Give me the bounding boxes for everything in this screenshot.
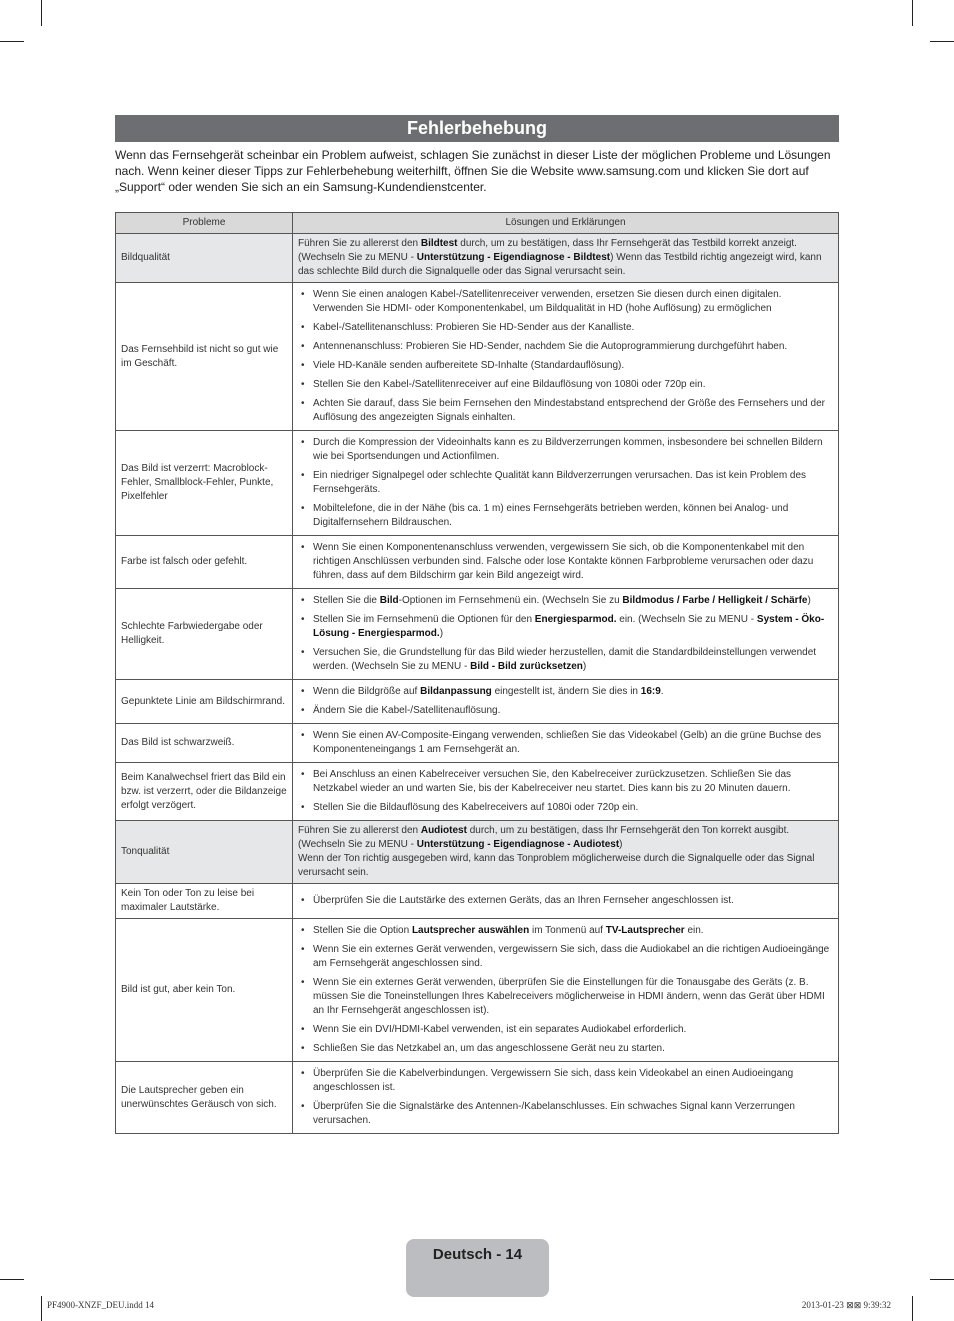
problem-cell: Tonqualität bbox=[116, 821, 293, 884]
table-row bbox=[116, 234, 839, 283]
list-item: • Ändern Sie die Kabel-/Satellitenauflösung. bbox=[298, 704, 833, 718]
list-item: • Überprüfen Sie die Lautstärke des externen Geräts, das an Ihren Fernseher angeschlossen ist. bbox=[298, 894, 833, 908]
problem-cell: Das Bild ist verzerrt: Macroblock-Fehler, Smallblock-Fehler, Punkte, Pixelfehler bbox=[116, 431, 293, 536]
list-item: • Mobiltelefone, die in der Nähe (bis ca. 1 m) eines Fernsehgeräts betrieben werden, können bei Analog- und Digitalfernsehern Bildrauschen. bbox=[298, 502, 833, 530]
list-item: • Wenn Sie einen analogen Kabel-/Satellitenreceiver verwenden, ersetzen Sie diesen durch einen digitalen. Verwenden Sie HDMI- oder Komponentenkabel, um Bildqualität in HD (hohe Auflösung) zu ermöglichen bbox=[298, 288, 833, 316]
page-title: Fehlerbehebung bbox=[115, 115, 839, 142]
solution-cell bbox=[293, 589, 839, 680]
table-row bbox=[116, 821, 839, 884]
list-item: • Wenn Sie ein externes Gerät verwenden, überprüfen Sie die Einstellungen für die Tonausgabe des Geräts (z. B. müssen Sie die Toneinstellungen Ihres Kabelreceivers möglicherweise in HDMI ändern, wenn das Gerät über HDMI an Ihr Fernsehgerät angeschlossen ist). bbox=[298, 976, 833, 1018]
column-header-solutions: Lösungen und Erklärungen bbox=[293, 213, 839, 234]
list-item: • Versuchen Sie, die Grundstellung für das Bild wieder herzustellen, damit die Standardbildeinstellungen verwendet werden. (Wechseln Sie zu MENU - Bild - Bild zurücksetzen) bbox=[298, 646, 833, 674]
problem-cell: Beim Kanalwechsel friert das Bild ein bzw. ist verzerrt, oder die Bildanzeige erfolgt verzögert. bbox=[116, 763, 293, 821]
solution-list bbox=[298, 768, 833, 815]
list-item: • Überprüfen Sie die Kabelverbindungen. Vergewissern Sie sich, dass kein Videokabel an einen Audioeingang angeschlossen ist. bbox=[298, 1067, 833, 1095]
problem-cell: Farbe ist falsch oder gefehlt. bbox=[116, 536, 293, 589]
table-row bbox=[116, 589, 839, 680]
page-number-tab bbox=[406, 1239, 549, 1297]
solution-cell bbox=[293, 821, 839, 884]
list-item: • Kabel-/Satellitenanschluss: Probieren Sie HD-Sender aus der Kanalliste. bbox=[298, 321, 833, 335]
list-item: • Wenn Sie einen AV-Composite-Eingang verwenden, schließen Sie das Videokabel (Gelb) an die grüne Buchse des Komponenteneingangs 1 am Fernsehgerät an. bbox=[298, 729, 833, 757]
table-row bbox=[116, 724, 839, 763]
problem-cell: Bild ist gut, aber kein Ton. bbox=[116, 919, 293, 1062]
table-row bbox=[116, 919, 839, 1062]
column-header-problems: Probleme bbox=[116, 213, 293, 234]
list-item: • Wenn Sie ein DVI/HDMI-Kabel verwenden, ist ein separates Audiokabel erforderlich. bbox=[298, 1023, 833, 1037]
crop-mark bbox=[0, 41, 24, 42]
solution-list bbox=[298, 1067, 833, 1128]
list-item: • Stellen Sie den Kabel-/Satellitenreceiver auf eine Bildauflösung von 1080i oder 720p ein. bbox=[298, 378, 833, 392]
list-item: • Wenn die Bildgröße auf Bildanpassung eingestellt ist, ändern Sie dies in 16:9. bbox=[298, 685, 833, 699]
crop-mark bbox=[930, 41, 954, 42]
solution-list bbox=[298, 685, 833, 718]
solution-list bbox=[298, 288, 833, 425]
table-row bbox=[116, 1062, 839, 1134]
solution-text: Wenn der Ton richtig ausgegeben wird, kann das Tonproblem möglicherweise durch die Signalquelle oder das Signal verursacht sein. bbox=[298, 853, 815, 878]
solution-cell bbox=[293, 763, 839, 821]
solution-list bbox=[298, 729, 833, 757]
table-body bbox=[116, 234, 839, 1134]
intro-text: Wenn das Fernsehgerät scheinbar ein Problem aufweist, schlagen Sie zunächst in dieser Liste der möglichen Probleme und Lösungen nach. Wenn keiner dieser Tipps zur Fehlerbehebung weiterhilft, öffnen Sie die Website www.samsung.com und klicken Sie dort auf „Support“ oder wenden Sie sich an ein Samsung-Kundendienstcenter. bbox=[115, 148, 831, 194]
table-row bbox=[116, 283, 839, 431]
problem-cell: Schlechte Farbwiedergabe oder Helligkeit. bbox=[116, 589, 293, 680]
crop-mark bbox=[912, 0, 913, 26]
solution-cell bbox=[293, 680, 839, 724]
table-row bbox=[116, 536, 839, 589]
solution-cell bbox=[293, 1062, 839, 1134]
solution-list bbox=[298, 436, 833, 530]
list-item: • Überprüfen Sie die Signalstärke des Antennen-/Kabelanschlusses. Ein schwaches Signal kann Verzerrungen verursachen. bbox=[298, 1100, 833, 1128]
solution-text: Führen Sie zu allererst den Audiotest durch, um zu bestätigen, dass Ihr Fernsehgerät den Ton korrekt ausgibt. (Wechseln Sie zu MENU - Unterstützung - Eigendiagnose - Audiotest) bbox=[298, 825, 790, 850]
problem-cell: Die Lautsprecher geben ein unerwünschtes Geräusch von sich. bbox=[116, 1062, 293, 1134]
list-item: • Antennenanschluss: Probieren Sie HD-Sender, nachdem Sie die Autoprogrammierung durchgeführt haben. bbox=[298, 340, 833, 354]
crop-mark bbox=[41, 1296, 42, 1321]
list-item: • Wenn Sie ein externes Gerät verwenden, vergewissern Sie sich, dass die Audiokabel an die richtigen Audioeingänge am Fernsehgerät angeschlossen sind. bbox=[298, 943, 833, 971]
solution-cell bbox=[293, 884, 839, 919]
page-number: Deutsch - 14 bbox=[432, 1246, 523, 1263]
table-row bbox=[116, 884, 839, 919]
crop-mark bbox=[0, 1279, 24, 1280]
footer-file-info: PF4900-XNZF_DEU.indd 14 bbox=[47, 1300, 155, 1310]
table-row bbox=[116, 763, 839, 821]
problem-cell: Das Bild ist schwarzweiß. bbox=[116, 724, 293, 763]
crop-mark bbox=[930, 1279, 954, 1280]
list-item: • Viele HD-Kanäle senden aufbereitete SD-Inhalte (Standardauflösung). bbox=[298, 359, 833, 373]
table-row bbox=[116, 680, 839, 724]
list-item: • Ein niedriger Signalpegel oder schlechte Qualität kann Bildverzerrungen verursachen. Das ist kein Problem des Fernsehgeräts. bbox=[298, 469, 833, 497]
footer-timestamp: 2013-01-23 ⊠⊠ 9:39:32 bbox=[801, 1300, 891, 1310]
solution-cell bbox=[293, 536, 839, 589]
solution-list bbox=[298, 924, 833, 1056]
table-row bbox=[116, 431, 839, 536]
solution-cell bbox=[293, 234, 839, 283]
list-item: • Stellen Sie die Bild-Optionen im Fernsehmenü ein. (Wechseln Sie zu Bildmodus / Farbe / Helligkeit / Schärfe) bbox=[298, 594, 833, 608]
list-item: • Stellen Sie die Bildauflösung des Kabelreceivers auf 1080i oder 720p ein. bbox=[298, 801, 833, 815]
table-header-row bbox=[116, 213, 839, 234]
list-item: • Durch die Kompression der Videoinhalts kann es zu Bildverzerrungen kommen, insbesondere bei schnellen Bildern wie bei Sportsendungen und Actionfilmen. bbox=[298, 436, 833, 464]
list-item: • Schließen Sie das Netzkabel an, um das angeschlossene Gerät neu zu starten. bbox=[298, 1042, 833, 1056]
problem-cell: Gepunktete Linie am Bildschirmrand. bbox=[116, 680, 293, 724]
crop-mark bbox=[912, 1296, 913, 1321]
solution-cell bbox=[293, 724, 839, 763]
list-item: • Bei Anschluss an einen Kabelreceiver versuchen Sie, den Kabelreceiver zurückzusetzen. Schließen Sie das Netzkabel wieder an und warten Sie, bis der Kabelreceiver neu startet. Dies kann bis zu 20 Minuten dauern. bbox=[298, 768, 833, 796]
solution-list bbox=[298, 594, 833, 674]
crop-mark bbox=[41, 0, 42, 26]
list-item: • Stellen Sie im Fernsehmenü die Optionen für den Energiesparmod. ein. (Wechseln Sie zu MENU - System - Öko-Lösung - Energiesparmod.) bbox=[298, 613, 833, 641]
solution-list bbox=[298, 541, 833, 583]
troubleshooting-table bbox=[115, 212, 839, 1134]
solution-cell bbox=[293, 919, 839, 1062]
list-item: • Achten Sie darauf, dass Sie beim Fernsehen den Mindestabstand entsprechend der Größe des Fernsehers und der Auflösung des angezeigten Signals einhalten. bbox=[298, 397, 833, 425]
problem-cell: Bildqualität bbox=[116, 234, 293, 283]
list-item: • Wenn Sie einen Komponentenanschluss verwenden, vergewissern Sie sich, ob die Komponentenkabel mit den richtigen Anschlüssen verbunden sind. Falsche oder lose Kontakte können Farbprobleme verursachen oder dazu führen, dass auf dem Bildschirm gar kein Bild angezeigt wird. bbox=[298, 541, 833, 583]
solution-cell bbox=[293, 431, 839, 536]
solution-text: Führen Sie zu allererst den Bildtest durch, um zu bestätigen, dass Ihr Fernsehgerät das Testbild korrekt anzeigt. (Wechseln Sie zu MENU - Unterstützung - Eigendiagnose - Bildtest) Wenn das Testbild richtig angezeigt wird, kann das schlechte Bild durch die Signalquelle oder das Signal verursacht sein. bbox=[298, 238, 822, 277]
problem-cell: Das Fernsehbild ist nicht so gut wie im Geschäft. bbox=[116, 283, 293, 431]
solution-list bbox=[298, 894, 833, 908]
list-item: • Stellen Sie die Option Lautsprecher auswählen im Tonmenü auf TV-Lautsprecher ein. bbox=[298, 924, 833, 938]
problem-cell: Kein Ton oder Ton zu leise bei maximaler Lautstärke. bbox=[116, 884, 293, 919]
solution-cell bbox=[293, 283, 839, 431]
